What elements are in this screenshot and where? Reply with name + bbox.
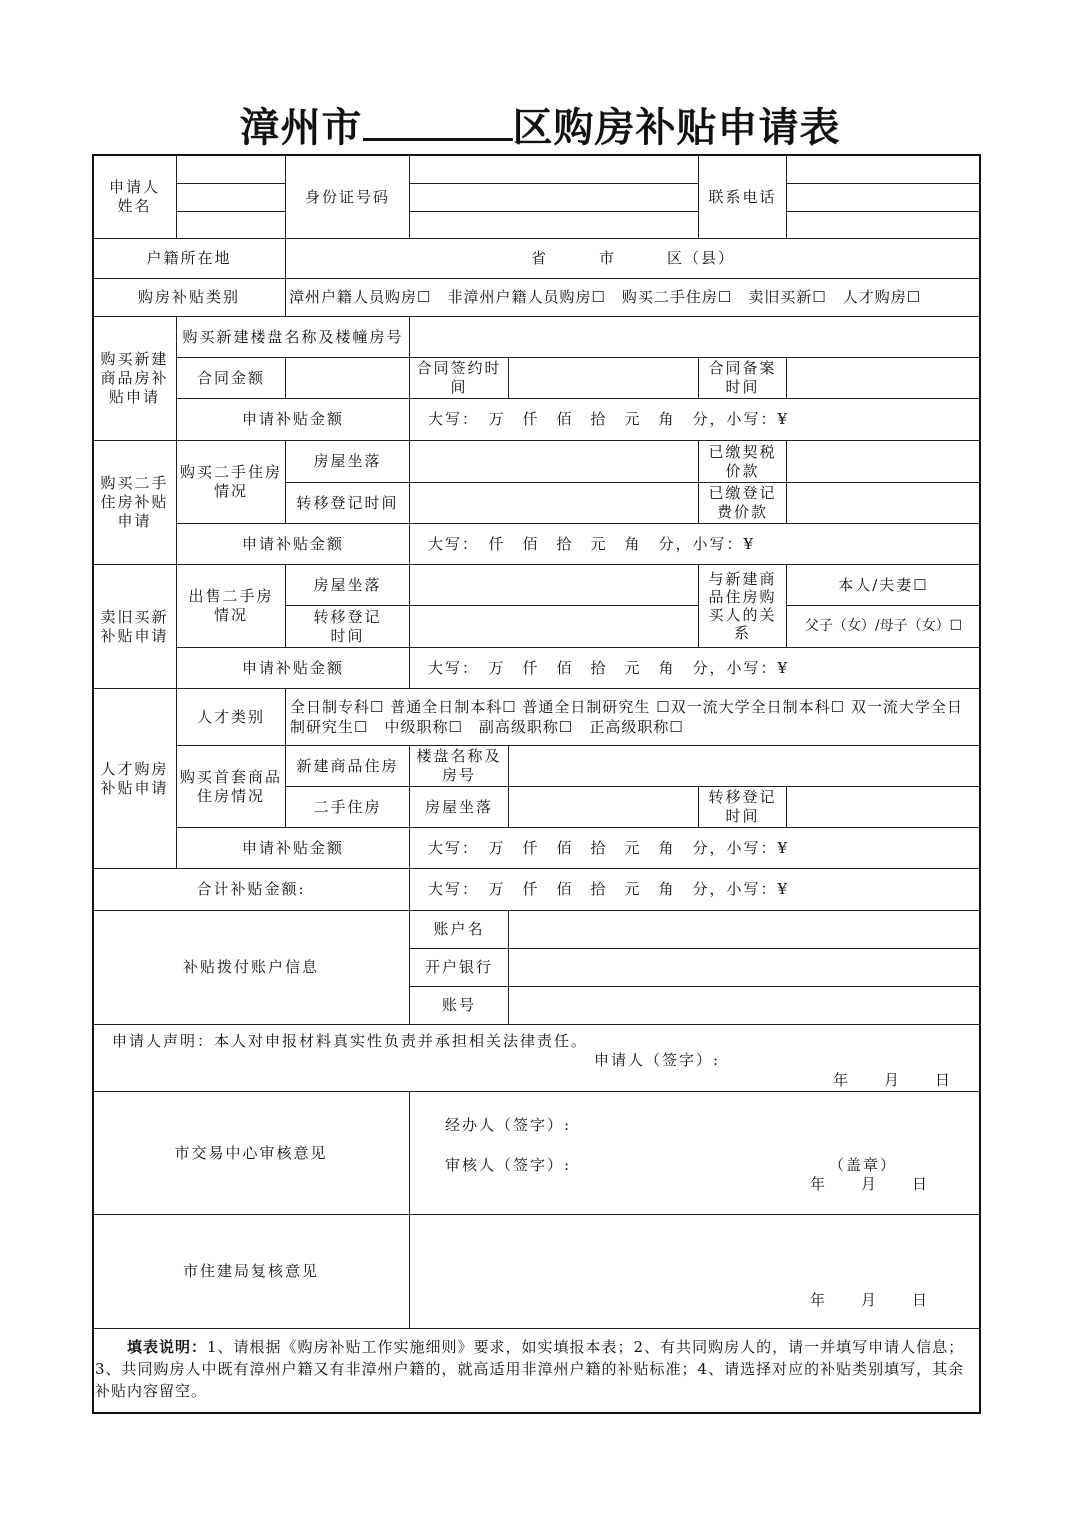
talent-transfer-field[interactable]: [786, 786, 981, 828]
bureau-date: 年 月 日: [810, 1291, 930, 1309]
contract-amount-label: 合同金额: [176, 357, 286, 399]
new-home-label: 新建商品住房: [285, 745, 410, 787]
phone-label: 联系电话: [698, 155, 787, 239]
second-hand-apply-label: 申请补贴金额: [176, 523, 410, 565]
relation-label: 与新建商 品住房购 买人的关 系: [698, 564, 787, 648]
category-label: 购房补贴类别: [92, 278, 286, 317]
seal-text: （盖章）: [829, 1156, 898, 1174]
sell-old-amount-field[interactable]: 大写： 万 仟 佰 拾 元 角 分，小写：¥: [409, 647, 981, 689]
account-name-field[interactable]: [508, 910, 981, 949]
fill-instructions: [95, 1336, 965, 1402]
center-review-label: 市交易中心审核意见: [92, 1091, 410, 1215]
applicant-name-field-3[interactable]: [176, 211, 286, 239]
project-no-label: 楼盘名称及 房号: [409, 745, 509, 787]
bureau-review-field[interactable]: [409, 1214, 981, 1329]
record-time-field[interactable]: [786, 357, 981, 399]
project-no-field[interactable]: [508, 745, 981, 787]
talent-amount-field[interactable]: 大写： 万 仟 佰 拾 元 角 分，小写：¥: [409, 827, 981, 869]
reg-fee-field[interactable]: [786, 482, 981, 524]
sell-old-section-label: 卖旧买新 补贴申请: [92, 564, 177, 689]
project-name-label: 购买新建楼盘名称及楼幢房号: [176, 316, 410, 358]
note-text: 1、请根据《购房补贴工作实施细则》要求，如实填报本表；2、有共同购房人的，请一并填写申请人信息；3、共同购房人中既有漳州户籍又有非漳州户籍的，就高适用非漳州户籍的补贴标准；4、请选择对应的补贴类别填写，其余补贴内容留空。: [95, 1338, 965, 1400]
record-time-label: 合同备案 时间: [698, 357, 787, 399]
title-suffix: 区购房补贴申请表: [512, 104, 841, 151]
hukou-label: 户籍所在地: [92, 238, 286, 279]
declaration-sign: 申请人（签字）:: [594, 1051, 721, 1069]
id-number-field-3[interactable]: [409, 211, 699, 239]
new-house-section-label: 购买新建 商品房补 贴申请: [92, 316, 177, 441]
handler-sign: 经办人（签字）:: [445, 1116, 572, 1134]
relation-option-1[interactable]: 本人/夫妻☐: [786, 564, 981, 606]
sell-old-location-field[interactable]: [409, 564, 699, 606]
bureau-review-label: 市住建局复核意见: [92, 1214, 410, 1329]
category-options[interactable]: 漳州户籍人员购房☐ 非漳州户籍人员购房☐ 购买二手住房☐ 卖旧买新☐ 人才购房☐: [285, 278, 981, 317]
second-hand-location-field[interactable]: [409, 440, 699, 483]
total-label: 合计补贴金额:: [92, 868, 410, 911]
account-label: 补贴拨付账户信息: [92, 910, 410, 1025]
center-date: 年 月 日: [810, 1175, 930, 1193]
phone-field-1[interactable]: [786, 155, 981, 184]
relation-option-2[interactable]: 父子（女）/母子（女）☐: [786, 605, 981, 648]
center-review-field[interactable]: [409, 1091, 981, 1215]
deed-tax-field[interactable]: [786, 440, 981, 483]
applicant-name-field-2[interactable]: [176, 183, 286, 212]
talent-transfer-label: 转移登记 时间: [698, 786, 787, 828]
first-home-label: 购买首套商品 住房情况: [176, 745, 286, 828]
title-prefix: 漳州市: [239, 104, 363, 151]
phone-field-2[interactable]: [786, 183, 981, 212]
sell-old-transfer-field[interactable]: [409, 605, 699, 648]
sign-time-label: 合同签约时 间: [409, 357, 509, 399]
sign-time-field[interactable]: [508, 357, 699, 399]
deed-tax-label: 已缴契税 价款: [698, 440, 787, 483]
second-hand-amount-field[interactable]: 大写： 仟 佰 拾 元 角 分，小写：¥: [409, 523, 981, 565]
declaration-date: 年 月 日: [833, 1071, 953, 1089]
talent-section-label: 人才购房 补贴申请: [92, 688, 177, 869]
applicant-name-label: 申请人 姓名: [92, 155, 177, 239]
account-name-label: 账户名: [409, 910, 509, 949]
phone-field-3[interactable]: [786, 211, 981, 239]
id-number-field-2[interactable]: [409, 183, 699, 212]
declaration-text: 申请人声明：本人对申报材料真实性负责并承担相关法律责任。: [112, 1032, 589, 1050]
second-hand-location-label: 房屋坐落: [285, 440, 410, 483]
applicant-name-field-1[interactable]: [176, 155, 286, 184]
bank-field[interactable]: [508, 948, 981, 987]
account-number-label: 账号: [409, 986, 509, 1025]
talent-location-label: 房屋坐落: [409, 786, 509, 828]
sell-old-transfer-label: 转移登记 时间: [285, 605, 410, 648]
second-hand-transfer-label: 转移登记时间: [285, 482, 410, 524]
id-number-field-1[interactable]: [409, 155, 699, 184]
hukou-field[interactable]: 省 市 区（县）: [285, 238, 981, 279]
new-house-amount-field[interactable]: 大写： 万 仟 佰 拾 元 角 分，小写：¥: [409, 398, 981, 441]
second-hand-transfer-field[interactable]: [409, 482, 699, 524]
reviewer-sign: 审核人（签字）:: [445, 1156, 572, 1174]
reg-fee-label: 已缴登记 费价款: [698, 482, 787, 524]
second-hand-section-label: 购买二手 住房补贴 申请: [92, 440, 177, 565]
note-heading: 填表说明：: [127, 1338, 208, 1356]
bank-label: 开户银行: [409, 948, 509, 987]
talent-type-options[interactable]: 全日制专科☐ 普通全日制本科☐ 普通全日制研究生 ☐双一流大学全日制本科☐ 双一流大学全日制研究生☐ 中级职称☐ 副高级职称☐ 正高级职称☐: [285, 688, 981, 746]
talent-type-label: 人才类别: [176, 688, 286, 746]
sell-old-location-label: 房屋坐落: [285, 564, 410, 606]
talent-location-field[interactable]: [508, 786, 699, 828]
new-house-apply-label: 申请补贴金额: [176, 398, 410, 441]
talent-second-hand-label: 二手住房: [285, 786, 410, 828]
sell-old-apply-label: 申请补贴金额: [176, 647, 410, 689]
sell-old-situation-label: 出售二手房 情况: [176, 564, 286, 648]
total-amount-field[interactable]: 大写： 万 仟 佰 拾 元 角 分，小写：¥: [409, 868, 981, 911]
project-name-field[interactable]: [409, 316, 981, 358]
account-number-field[interactable]: [508, 986, 981, 1025]
second-hand-situation-label: 购买二手住房 情况: [176, 440, 286, 524]
contract-amount-field[interactable]: [285, 357, 410, 399]
id-number-label: 身份证号码: [285, 155, 410, 239]
talent-apply-label: 申请补贴金额: [176, 827, 410, 869]
